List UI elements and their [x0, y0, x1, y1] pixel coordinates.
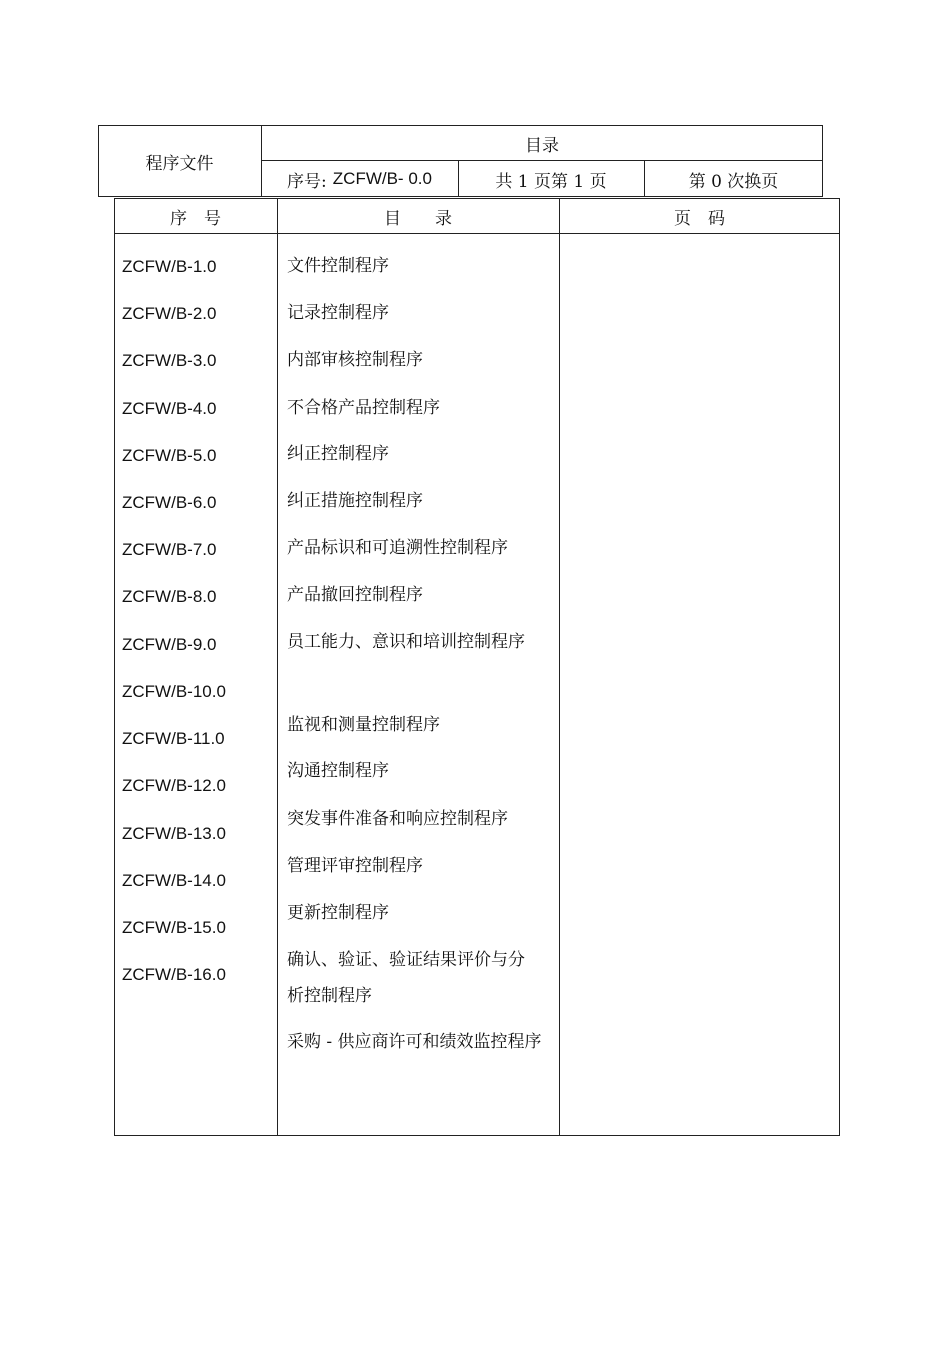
- entry-id: ZCFW/B-9.0: [122, 635, 217, 654]
- column-header-page: 页 码: [674, 208, 725, 229]
- column-header-serial: 序 号: [170, 208, 221, 229]
- table-header-divider: [114, 233, 840, 234]
- entry-title: 产品标识和可追溯性控制程序: [287, 538, 508, 558]
- entry-title: 沟通控制程序: [287, 761, 389, 781]
- entry-id: ZCFW/B-11.0: [122, 729, 225, 748]
- entry-id: ZCFW/B-1.0: [122, 257, 217, 276]
- serial-number: [261, 161, 458, 197]
- entry-title: 突发事件准备和响应控制程序: [287, 809, 508, 829]
- entry-id: ZCFW/B-3.0: [122, 351, 217, 370]
- entry-title: 管理评审控制程序: [287, 856, 423, 876]
- entry-title: 采购 - 供应商许可和绩效监控程序: [287, 1032, 542, 1052]
- entry-title: 纠正控制程序: [287, 444, 389, 464]
- table-col-divider-1: [277, 198, 278, 1136]
- column-header-contents: 目 录: [384, 208, 452, 229]
- entry-id: ZCFW/B-2.0: [122, 304, 217, 323]
- table-col-divider-2: [559, 198, 560, 1136]
- entry-id: ZCFW/B-5.0: [122, 446, 217, 465]
- entry-title: 确认、验证、验证结果评价与分析控制程序: [287, 950, 525, 1006]
- doc-type-label: 程序文件: [145, 153, 214, 174]
- entry-id: ZCFW/B-7.0: [122, 540, 217, 559]
- entry-title: 员工能力、意识和培训控制程序: [287, 632, 525, 652]
- revision-label: 第 0 次换页: [688, 171, 779, 192]
- page-title: 目录: [525, 135, 559, 156]
- entry-id: ZCFW/B-14.0: [122, 871, 226, 890]
- entry-title: 纠正措施控制程序: [287, 491, 423, 511]
- entry-title: 文件控制程序: [287, 256, 389, 276]
- entry-title: 更新控制程序: [287, 903, 389, 923]
- serial-value: ZCFW/B- 0.0: [332, 169, 432, 188]
- serial-label: 序号:: [287, 171, 327, 192]
- entry-id: ZCFW/B-4.0: [122, 399, 217, 418]
- entry-id: ZCFW/B-8.0: [122, 587, 217, 606]
- entry-title: 不合格产品控制程序: [287, 398, 440, 418]
- entry-title: 记录控制程序: [287, 303, 389, 323]
- entry-title: 内部审核控制程序: [287, 350, 423, 370]
- entry-id: ZCFW/B-6.0: [122, 493, 217, 512]
- entry-id: ZCFW/B-12.0: [122, 776, 226, 795]
- entry-id: ZCFW/B-10.0: [122, 682, 226, 701]
- page-count: 共 1 页第 1 页: [495, 171, 607, 192]
- entry-id: ZCFW/B-15.0: [122, 918, 226, 937]
- entry-title: 产品撤回控制程序: [287, 585, 423, 605]
- entry-title: 监视和测量控制程序: [287, 715, 440, 735]
- entry-id: ZCFW/B-13.0: [122, 824, 226, 843]
- entry-id: ZCFW/B-16.0: [122, 965, 226, 984]
